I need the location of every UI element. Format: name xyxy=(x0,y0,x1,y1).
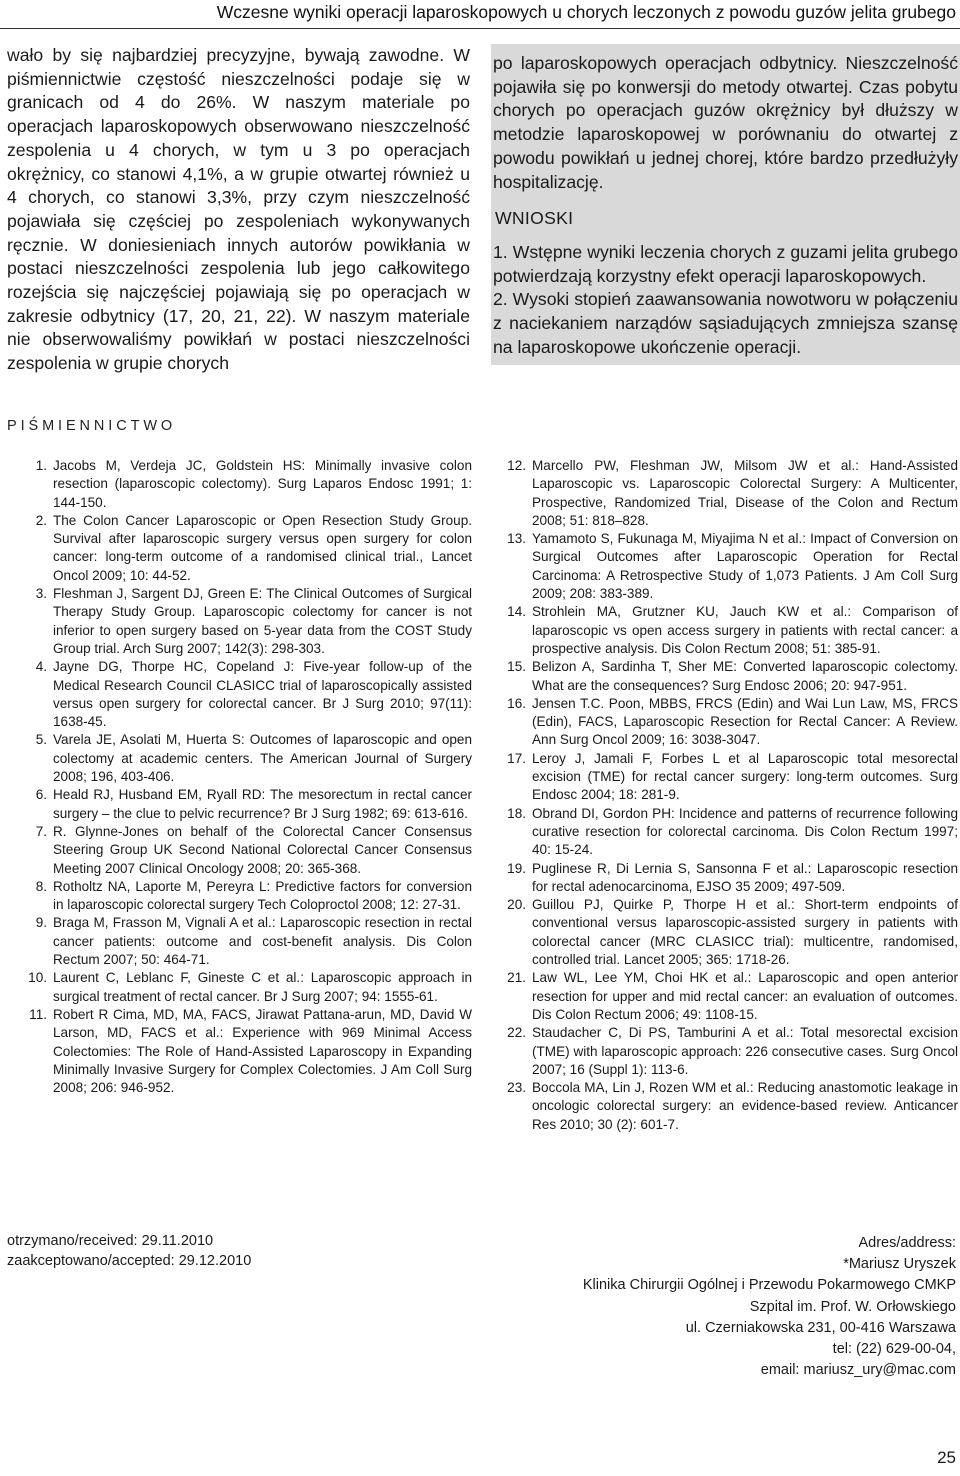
conclusions-list xyxy=(491,241,960,360)
reference-number: 13. xyxy=(507,531,526,547)
reference-text: The Colon Cancer Laparoscopic or Open Resection Study Group. Survival after laparoscopic surgery versus open surgery for colon cancer: long-term outcome of a randomised clinical trial., Lancet Oncol 2009; 10: 44-52. xyxy=(53,512,472,583)
reference-number: 19. xyxy=(507,860,526,876)
street-address: ul. Czerniakowska 231, 00-416 Warszawa xyxy=(685,1319,956,1336)
reference-text: Braga M, Frasson M, Vignali A et al.: Laparoscopic resection in rectal cancer patients: outcome and cost-benefit analysis. Dis Colon Rectum 2007; 50: 464-71. xyxy=(53,915,472,968)
reference-item xyxy=(7,585,472,658)
reference-item xyxy=(492,603,958,658)
received-date: otrzymano/received: 29.11.2010 xyxy=(7,1233,214,1249)
reference-text: Fleshman J, Sargent DJ, Green E: The Clinical Outcomes of Surgical Therapy Study Group. Laparoscopic colectomy for cancer is not inferior to open surgery based on 5-year data from the COST Study Group trial. Arch Surg 2007; 142(3): 298-303. xyxy=(53,586,472,656)
reference-number: 14. xyxy=(507,604,526,620)
conclusion-item: 2. Wysoki stopień zaawansowania nowotworu w połączeniu z naciekaniem narządów sąsiadujących zmniejsza szansę na laparoskopowe ukończenie operacji. xyxy=(493,289,958,357)
reference-text: Jensen T.C. Poon, MBBS, FRCS (Edin) and Wai Lun Law, MS, FRCS (Edin), FACS, Laparoscopic Resection for Rectal Cancer: A Review. Ann Surg Oncol 2009; 16: 3038-3047. xyxy=(532,695,958,748)
reference-number: 4. xyxy=(35,659,47,675)
reference-item xyxy=(492,1024,958,1079)
conclusions-heading: WNIOSKI xyxy=(495,208,574,229)
reference-number: 5. xyxy=(35,732,47,748)
reference-item xyxy=(7,457,472,512)
email-address[interactable]: email: mariusz_ury@mac.com xyxy=(760,1362,956,1379)
reference-text: R. Glynne-Jones on behalf of the Colorectal Cancer Consensus Steering Group UK Second National Colorectal Cancer Consensus Meeting 2007 Clinical Oncology 2008; 20: 365-368. xyxy=(53,823,472,876)
bibliography-heading: PIŚMIENNICTWO xyxy=(7,418,177,434)
reference-item xyxy=(7,878,472,915)
reference-number: 20. xyxy=(507,897,526,913)
reference-number: 17. xyxy=(507,750,526,766)
reference-item xyxy=(7,1006,472,1097)
reference-item xyxy=(492,457,958,530)
reference-item xyxy=(7,731,472,786)
reference-text: Jayne DG, Thorpe HC, Copeland J: Five-year follow-up of the Medical Research Council CLASICC trial of laparoscopically assisted versus open surgery for colorectal cancer. Br J Surg 2010; 97(11): 1638-45. xyxy=(53,659,472,730)
accepted-date: zaakceptowano/accepted: 29.12.2010 xyxy=(7,1253,252,1269)
reference-text: Strohlein MA, Grutzner KU, Jauch KW et al.: Comparison of laparoscopic vs open access surgery in patients with rectal cancer: a prospective analysis. Dis Colon Rectum 2008; 51: 385-91. xyxy=(532,604,958,656)
reference-number: 2. xyxy=(35,512,47,528)
reference-text: Boccola MA, Lin J, Rozen WM et al.: Reducing anastomotic leakage in oncologic colorectal surgery: an evidence-based review. Anticancer Res 2010; 30 (2): 601-7. xyxy=(532,1080,958,1132)
reference-text: Leroy J, Jamali F, Forbes L et al Laparoscopic total mesorectal excision (TME) for rectal cancer surgery: long-term outcomes. Surg Endosc 2004; 18: 281-9. xyxy=(532,750,958,803)
reference-text: Belizon A, Sardinha T, Sher ME: Converted laparoscopic colectomy. What are the consequences? Surg Endosc 2006; 20: 947-951. xyxy=(532,659,958,693)
reference-item xyxy=(492,969,958,1024)
references-left-column xyxy=(7,457,472,1097)
reference-text: Heald RJ, Husband EM, Ryall RD: The mesorectum in rectal cancer surgery – the clue to pelvic recurrence? Br J Surg 1982; 69: 613-616. xyxy=(53,787,472,821)
phone-number: tel: (22) 629-00-04, xyxy=(832,1341,956,1358)
reference-text: Varela JE, Asolati M, Huerta S: Outcomes of laparoscopic and open colectomy at academic centers. The American Journal of Surgery 2008; 196, 403-406. xyxy=(53,732,472,785)
reference-text: Puglinese R, Di Lernia S, Sansonna F et al.: Laparoscopic resection for rectal adenocarcinoma, EJSO 35 2009; 497-509. xyxy=(532,860,958,894)
reference-number: 22. xyxy=(507,1025,526,1041)
reference-number: 1. xyxy=(35,458,47,473)
reference-text: Guillou PJ, Quirke P, Thorpe H et al.: Short-term endpoints of conventional versus laparoscopic-assisted surgery in patients with colorectal cancer (MRC CLASICC trial): multicentre, randomised, controlled trial. Lancet 2005; 365: 1718-26. xyxy=(532,897,958,968)
references-right-column xyxy=(492,457,958,1134)
reference-number: 23. xyxy=(507,1080,526,1096)
reference-text: Law WL, Lee YM, Choi HK et al.: Laparoscopic and open anterior resection for upper and mid rectal cancer: an evaluation of outcomes. Dis Colon Rectum 2006; 49: 1108-15. xyxy=(532,970,958,1022)
reference-number: 11. xyxy=(29,1006,47,1022)
reference-item xyxy=(492,896,958,969)
reference-item xyxy=(492,530,958,603)
reference-number: 18. xyxy=(507,805,526,821)
reference-item xyxy=(492,1079,958,1134)
reference-item xyxy=(7,914,472,969)
body-text-right-column: po laparoskopowych operacjach odbytnicy. Nieszczelność pojawiła się po konwersji do metody otwartej. Czas pobytu chorych po operacjach guzów okrężnicy był dłuższy w metodzie laparoskopowej w porównaniu do otwartej z powodu powikłań u jednej chorej, które bardzo przedłużyły hospitalizację. xyxy=(493,53,958,192)
reference-item xyxy=(7,823,472,878)
clinic-name: Klinika Chirurgii Ogólnej i Przewodu Pokarmowego CMKP xyxy=(582,1277,956,1294)
highlighted-right-column xyxy=(491,44,960,365)
reference-number: 12. xyxy=(507,458,526,473)
reference-text: Staudacher C, Di PS, Tamburini A et al.: Total mesorectal excision (TME) with laparoscopic approach: 226 consecutive cases. Surg Oncol 2007; 16 (Suppl 1): 113-6. xyxy=(532,1025,958,1077)
reference-text: Yamamoto S, Fukunaga M, Miyajima N et al.: Impact of Conversion on Surgical Outcomes after Laparoscopic Operation for Rectal Carcinoma: A Retrospective Study of 1,073 Patients. J Am Coll Surg 2009; 208: 383-389. xyxy=(532,531,958,602)
reference-text: Jacobs M, Verdeja JC, Goldstein HS: Minimally invasive colon resection (laparoscopic colectomy). Surg Laparos Endosc 1991; 1: 144-150. xyxy=(53,458,472,510)
reference-item xyxy=(7,786,472,823)
reference-number: 21. xyxy=(507,970,526,986)
page-number: 25 xyxy=(937,1448,956,1467)
reference-text: Laurent C, Leblanc F, Gineste C et al.: Laparoscopic approach in surgical treatment of rectal cancer. Br J Surg 2007; 94: 1555-61. xyxy=(53,970,472,1004)
correspondence-address xyxy=(583,1233,956,1381)
reference-text: Obrand DI, Gordon PH: Incidence and patterns of recurrence following curative resection for colorectal carcinoma. Dis Colon Rectum 1997; 40: 15-24. xyxy=(532,805,958,858)
reference-number: 8. xyxy=(35,878,47,894)
reference-item xyxy=(492,805,958,860)
reference-text: Rotholtz NA, Laporte M, Pereyra L: Predictive factors for conversion in laparoscopic colorectal surgery Tech Coloproctol 2008; 12: 27-31. xyxy=(53,878,472,913)
author-name: *Mariusz Uryszek xyxy=(843,1256,956,1273)
header-rule xyxy=(0,28,960,29)
hospital-name: Szpital im. Prof. W. Orłowskiego xyxy=(749,1298,956,1315)
reference-item xyxy=(7,512,472,585)
reference-text: Marcello PW, Fleshman JW, Milsom JW et al.: Hand-Assisted Laparoscopic vs. Laparoscopic Colorectal Surgery: A Multicenter, Prospective, Randomized Trial, Disease of the Colon and Rectum 2008; 51: 818–828. xyxy=(532,458,958,528)
reference-number: 7. xyxy=(35,823,47,839)
reference-number: 15. xyxy=(507,659,526,675)
running-title: Wczesne wyniki operacji laparoskopowych u chorych leczonych z powodu guzów jelita grubego xyxy=(216,2,956,22)
reference-text: Robert R Cima, MD, MA, FACS, Jirawat Pattana-arun, MD, David W Larson, MD, FACS et al.: Experience with 969 Minimal Access Colectomies: The Role of Hand-Assisted Laparoscopy in Expanding Minimally Invasive Surgery for Complex Colectomies. J Am Coll Surg 2008; 206: 946-952. xyxy=(53,1006,472,1096)
reference-number: 6. xyxy=(35,787,47,803)
reference-item xyxy=(492,750,958,805)
body-text-left-column: wało by się najbardziej precyzyjne, bywają zawodne. W piśmiennictwie częstość nieszczelności podaje się w granicach od 4 do 26%. W naszym materiale po operacjach laparoskopowych obserwowano nieszczelność zespolenia u 4 chorych, w tym u 3 po operacjach okrężnicy, co stanowi 4,1%, a w grupie otwartej również u 4 chorych, co stanowi 3,3%, przy czym nieszczelność pojawiała się częściej po zespoleniach wykonywanych ręcznie. W doniesieniach innych autorów powikłania w postaci nieszczelności zespolenia lub jego całkowitego rozejścia się najczęściej pojawiają się po operacjach w zakresie odbytnicy (17, 20, 21, 22). W naszym materiale nie obserwowaliśmy powikłań w postaci nieszczelności zespolenia w grupie chorych xyxy=(7,45,470,374)
reference-number: 16. xyxy=(507,695,526,711)
reference-item xyxy=(492,658,958,695)
reference-item xyxy=(492,695,958,750)
reference-number: 10. xyxy=(28,970,47,986)
conclusion-item: 1. Wstępne wyniki leczenia chorych z guzami jelita grubego potwierdzają korzystny efekt operacji laparoskopowych. xyxy=(493,241,958,286)
reference-item xyxy=(492,860,958,897)
reference-item xyxy=(7,658,472,731)
reference-number: 9. xyxy=(35,915,47,931)
reference-item xyxy=(7,969,472,1006)
reference-number: 3. xyxy=(35,586,47,602)
manuscript-dates xyxy=(7,1231,251,1271)
address-label: Adres/address: xyxy=(858,1235,956,1251)
